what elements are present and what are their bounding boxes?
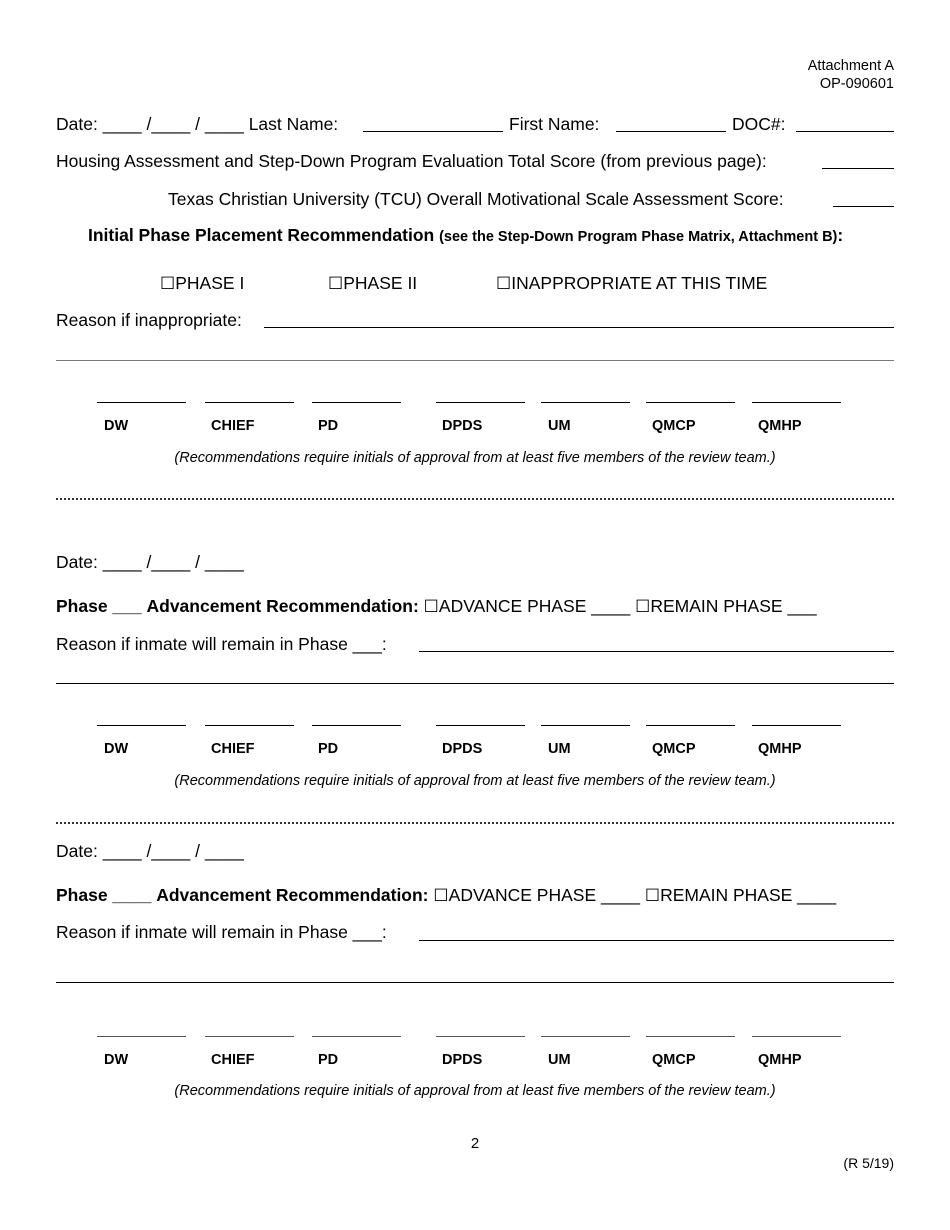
date-label: Date: [56, 114, 98, 134]
option-inappropriate-label: INAPPROPRIATE AT THIS TIME [511, 273, 768, 293]
label-dw: DW [104, 741, 129, 757]
last-name-label: Last Name: [248, 114, 339, 134]
housing-score-field[interactable] [822, 168, 894, 169]
advancement-1-row [56, 596, 817, 617]
remain-phase-option[interactable] [635, 596, 817, 616]
label-um: UM [548, 741, 571, 757]
label-pd: PD [318, 1052, 339, 1068]
advance-phase-option[interactable] [433, 885, 640, 905]
label-chief: CHIEF [211, 1052, 255, 1068]
label-qmcp: QMCP [652, 418, 696, 434]
phase-label: Phase ____ [56, 885, 152, 905]
remain-phase-label: REMAIN PHASE ____ [660, 885, 837, 905]
label-qmhp: QMHP [758, 1052, 802, 1068]
last-name-field[interactable] [363, 131, 503, 132]
checkbox-icon[interactable]: ☐ [160, 274, 176, 294]
remain-reason-line-2[interactable] [56, 982, 894, 983]
signature-line-dw[interactable] [97, 725, 186, 726]
date-blank[interactable]: ____ /____ / ____ [102, 841, 244, 861]
advance-phase-label: ADVANCE PHASE ____ [448, 885, 640, 905]
advancement-2-row [56, 885, 836, 906]
advance-phase-label: ADVANCE PHASE ____ [438, 596, 631, 616]
signature-line-dw[interactable] [97, 402, 186, 403]
label-dpds: DPDS [442, 1052, 483, 1068]
label-pd: PD [318, 418, 339, 434]
label-qmhp: QMHP [758, 418, 802, 434]
label-dw: DW [104, 418, 129, 434]
signature-line-dpds[interactable] [436, 725, 525, 726]
advancement-title: Advancement Recommendation: [146, 596, 419, 616]
signature-line-qmhp[interactable] [752, 1036, 841, 1037]
remain-phase-label: REMAIN PHASE ___ [650, 596, 817, 616]
attachment-header [808, 57, 894, 93]
housing-score-label: Housing Assessment and Step-Down Program Evaluation Total Score (from previous page): [56, 151, 767, 171]
revision-code: (R 5/19) [843, 1155, 894, 1171]
advancement-1-date [56, 552, 244, 572]
phase-label: Phase ___ [56, 596, 142, 616]
initial-placement-subtitle: (see the Step-Down Program Phase Matrix, Attachment B) [439, 229, 838, 245]
identity-row [56, 114, 338, 134]
checkbox-icon[interactable]: ☐ [496, 274, 512, 294]
signature-line-um[interactable] [541, 1036, 630, 1037]
option-inappropriate[interactable] [496, 273, 767, 294]
tcu-score-field[interactable] [833, 206, 894, 207]
approval-note: (Recommendations require initials of approval from at least five members of the review team.) [174, 1083, 776, 1099]
reason-inappropriate-field[interactable] [264, 327, 894, 328]
signature-line-pd[interactable] [312, 725, 401, 726]
form-code: OP-090601 [819, 76, 894, 92]
initial-placement-heading [88, 225, 843, 247]
label-um: UM [548, 1052, 571, 1068]
attachment-label: Attachment A [807, 58, 894, 74]
label-dw: DW [104, 1052, 129, 1068]
approval-note: (Recommendations require initials of approval from at least five members of the review team.) [174, 773, 776, 789]
initial-placement-title: Initial Phase Placement Recommendation [88, 225, 435, 245]
signature-line-um[interactable] [541, 402, 630, 403]
signature-line-pd[interactable] [312, 402, 401, 403]
remain-reason-label: Reason if inmate will remain in Phase ___: [56, 634, 387, 654]
label-pd: PD [318, 741, 339, 757]
label-chief: CHIEF [211, 418, 255, 434]
date-label: Date: [56, 552, 98, 572]
signature-line-chief[interactable] [205, 1036, 294, 1037]
signature-line-um[interactable] [541, 725, 630, 726]
advancement-2-date [56, 841, 244, 861]
label-dpds: DPDS [442, 418, 483, 434]
checkbox-icon[interactable]: ☐ [423, 597, 439, 617]
label-qmhp: QMHP [758, 741, 802, 757]
option-phase-1-label: PHASE I [175, 273, 245, 293]
signature-line-qmcp[interactable] [646, 1036, 735, 1037]
signature-line-qmhp[interactable] [752, 725, 841, 726]
date-blank[interactable]: ____ /____ / ____ [102, 552, 244, 572]
doc-number-field[interactable] [796, 131, 894, 132]
signature-line-dpds[interactable] [436, 402, 525, 403]
signature-line-qmcp[interactable] [646, 402, 735, 403]
doc-number-label: DOC#: [732, 114, 786, 134]
label-dpds: DPDS [442, 741, 483, 757]
reason-inappropriate-label: Reason if inappropriate: [56, 310, 242, 330]
first-name-label: First Name: [509, 114, 600, 134]
label-chief: CHIEF [211, 741, 255, 757]
option-phase-1[interactable] [160, 273, 244, 294]
advance-phase-option[interactable] [424, 596, 631, 616]
remain-reason-line-2[interactable] [56, 683, 894, 684]
initial-placement-colon: : [837, 225, 844, 245]
checkbox-icon[interactable]: ☐ [635, 597, 651, 617]
section-divider [56, 822, 894, 824]
checkbox-icon[interactable]: ☐ [644, 886, 661, 906]
section-divider [56, 498, 894, 500]
signature-line-qmhp[interactable] [752, 402, 841, 403]
date-blank[interactable]: ____ /____ / ____ [102, 114, 244, 134]
signature-line-dpds[interactable] [436, 1036, 525, 1037]
remain-phase-option[interactable] [645, 885, 836, 905]
label-um: UM [548, 418, 571, 434]
option-phase-2[interactable] [328, 273, 417, 294]
date-label: Date: [56, 841, 98, 861]
reason-inappropriate-line-2[interactable] [56, 360, 894, 361]
option-phase-2-label: PHASE II [343, 273, 418, 293]
label-qmcp: QMCP [652, 741, 696, 757]
signature-line-chief[interactable] [205, 725, 294, 726]
remain-reason-field[interactable] [419, 651, 894, 652]
remain-reason-label: Reason if inmate will remain in Phase ___: [56, 922, 387, 942]
page-number: 2 [470, 1135, 480, 1152]
tcu-score-label: Texas Christian University (TCU) Overall Motivational Scale Assessment Score: [168, 189, 784, 209]
checkbox-icon[interactable]: ☐ [433, 886, 449, 906]
label-qmcp: QMCP [652, 1052, 696, 1068]
advancement-title: Advancement Recommendation: [156, 885, 429, 905]
signature-line-dw[interactable] [97, 1036, 186, 1037]
signature-line-pd[interactable] [312, 1036, 401, 1037]
first-name-field[interactable] [616, 131, 726, 132]
checkbox-icon[interactable]: ☐ [328, 274, 344, 294]
signature-line-chief[interactable] [205, 402, 294, 403]
remain-reason-field[interactable] [419, 940, 894, 941]
approval-note: (Recommendations require initials of approval from at least five members of the review team.) [174, 450, 776, 466]
signature-line-qmcp[interactable] [646, 725, 735, 726]
